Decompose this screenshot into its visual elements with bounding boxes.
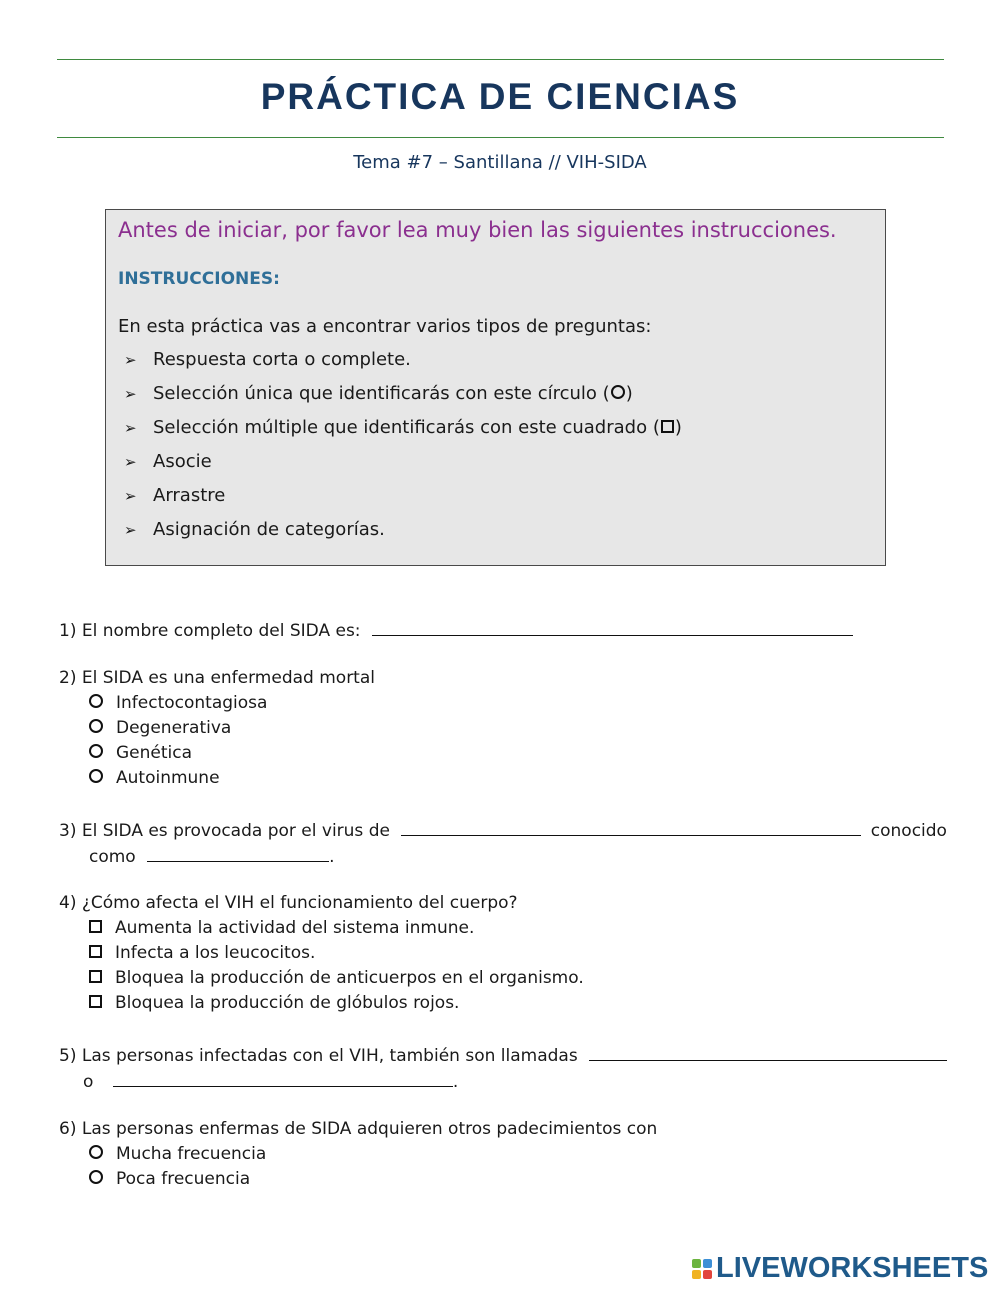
q2-option[interactable]: Infectocontagiosa (89, 693, 267, 713)
arrow-bullet-icon: ➢ (124, 385, 137, 403)
question-1-text: 1) El nombre completo del SIDA es: (59, 621, 361, 641)
instructions-heading: Antes de iniciar, por favor lea muy bien las siguientes instrucciones. (118, 218, 837, 242)
instruction-item (124, 417, 682, 451)
question-6: 6) Las personas enfermas de SIDA adquieren otros padecimientos con (59, 1119, 658, 1139)
question-3-line2: como . (89, 844, 335, 867)
checkbox-square-icon[interactable] (89, 945, 102, 958)
q5-answer-blank-2[interactable] (113, 1069, 453, 1087)
question-5-text: 5) Las personas infectadas con el VIH, también son llamadas (59, 1046, 578, 1066)
page-title: PRÁCTICA DE CIENCIAS (260, 76, 740, 117)
arrow-bullet-icon: ➢ (124, 351, 137, 369)
instruction-text: Selección múltiple que identificarás con este cuadrado ( ) (153, 417, 682, 438)
q1-answer-blank[interactable] (372, 618, 853, 636)
radio-circle-icon[interactable] (89, 694, 103, 708)
checkbox-square-icon[interactable] (89, 995, 102, 1008)
instruction-text: Arrastre (153, 485, 226, 506)
question-5-line2: o . (83, 1069, 458, 1092)
q3-answer-blank-1[interactable] (401, 818, 861, 836)
radio-circle-icon[interactable] (89, 719, 103, 733)
arrow-bullet-icon: ➢ (124, 521, 137, 539)
instruction-item (124, 349, 682, 383)
logo-grid-icon (692, 1259, 712, 1279)
arrow-bullet-icon: ➢ (124, 419, 137, 437)
page-subtitle: Tema #7 – Santillana // VIH-SIDA (353, 152, 647, 173)
instruction-text: Asocie (153, 451, 212, 472)
radio-circle-icon[interactable] (89, 1170, 103, 1184)
logo-tile-green (692, 1259, 701, 1268)
q6-option[interactable]: Mucha frecuencia (89, 1144, 266, 1164)
question-5 (59, 1043, 947, 1066)
arrow-bullet-icon: ➢ (124, 487, 137, 505)
checkbox-square-icon[interactable] (89, 920, 102, 933)
instructions-box (105, 209, 886, 566)
question-4: 4) ¿Cómo afecta el VIH el funcionamiento del cuerpo? (59, 893, 518, 913)
arrow-bullet-icon: ➢ (124, 453, 137, 471)
q2-option[interactable]: Degenerativa (89, 718, 231, 738)
radio-circle-icon[interactable] (89, 1145, 103, 1159)
top-rule (57, 59, 944, 60)
q5-answer-blank-1[interactable] (589, 1043, 947, 1061)
instructions-intro: En esta práctica vas a encontrar varios tipos de preguntas: (118, 316, 652, 337)
checkbox-square-icon[interactable] (89, 970, 102, 983)
question-3-text: 3) El SIDA es provocada por el virus de (59, 821, 390, 841)
logo-tile-red (703, 1270, 712, 1279)
question-3-after: conocido (870, 821, 947, 841)
q2-option[interactable]: Autoinmune (89, 768, 220, 788)
liveworksheets-logo (692, 1252, 988, 1285)
q4-option[interactable]: Infecta a los leucocitos. (89, 943, 315, 963)
q4-option[interactable]: Bloquea la producción de anticuerpos en el organismo. (89, 968, 584, 988)
instructions-label: INSTRUCCIONES: (118, 269, 280, 289)
square-icon (661, 420, 674, 433)
q2-option[interactable]: Genética (89, 743, 192, 763)
instruction-text: Respuesta corta o complete. (153, 349, 411, 370)
q6-option[interactable]: Poca frecuencia (89, 1169, 250, 1189)
q4-option[interactable]: Bloquea la producción de glóbulos rojos. (89, 993, 459, 1013)
question-2: 2) El SIDA es una enfermedad mortal (59, 668, 375, 688)
logo-tile-blue (703, 1259, 712, 1268)
logo-tile-yellow (692, 1270, 701, 1279)
logo-text: LIVEWORKSHEETS (716, 1252, 989, 1284)
instructions-list (124, 349, 682, 553)
circle-icon (611, 385, 625, 399)
radio-circle-icon[interactable] (89, 769, 103, 783)
instruction-item (124, 451, 682, 485)
question-3 (59, 818, 947, 841)
q3-answer-blank-2[interactable] (147, 844, 329, 862)
instruction-text: Selección única que identificarás con este círculo ( ) (153, 383, 633, 404)
question-1 (59, 618, 853, 641)
instruction-item (124, 519, 682, 553)
bottom-rule (57, 137, 944, 138)
instruction-text: Asignación de categorías. (153, 519, 385, 540)
instruction-item (124, 485, 682, 519)
radio-circle-icon[interactable] (89, 744, 103, 758)
instruction-item (124, 383, 682, 417)
q4-option[interactable]: Aumenta la actividad del sistema inmune. (89, 918, 474, 938)
